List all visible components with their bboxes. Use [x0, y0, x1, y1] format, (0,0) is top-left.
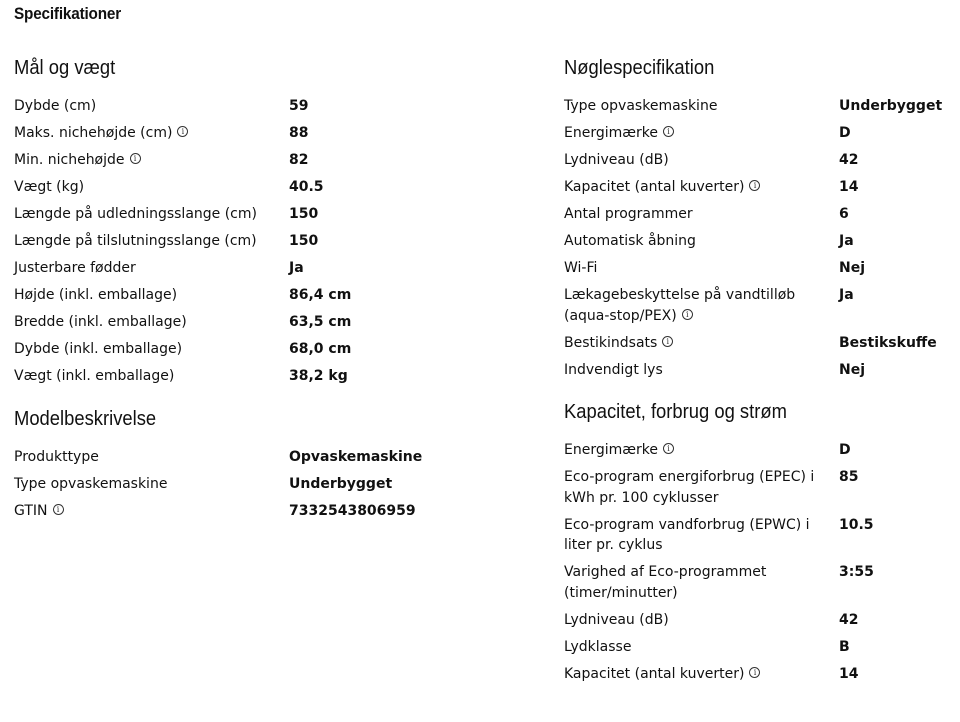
info-icon[interactable]: i [662, 336, 673, 347]
spec-row [14, 204, 534, 225]
spec-row [14, 501, 534, 522]
spec-label-text: Længde på tilslutningsslange (cm) [14, 233, 257, 249]
spec-label-text: Antal programmer [564, 206, 693, 222]
spec-value: 68,0 cm [289, 341, 352, 357]
spec-label [14, 366, 289, 387]
spec-row [14, 285, 534, 306]
info-icon[interactable]: i [663, 443, 674, 454]
spec-label [14, 96, 289, 117]
spec-value: 86,4 cm [289, 287, 352, 303]
spec-value: 82 [289, 152, 309, 168]
left-column [14, 56, 534, 528]
spec-row [14, 96, 534, 117]
spec-label-text: Type opvaskemaskine [14, 475, 168, 492]
spec-label [564, 467, 839, 508]
spec-label-text: Dybde (cm) [14, 98, 97, 114]
spec-value: 150 [289, 206, 319, 222]
spec-row [564, 96, 954, 117]
spec-label-text: Kapacitet (antal kuverter) [564, 665, 745, 682]
spec-label-text: Energimærke [564, 442, 658, 458]
spec-row [14, 150, 534, 171]
section-title: Nøglespecifikation [564, 57, 715, 79]
spec-label [14, 150, 289, 171]
spec-value: 88 [289, 125, 309, 141]
spec-value: Underbygget [839, 98, 943, 114]
spec-row [564, 360, 954, 381]
spec-value: 85 [839, 469, 859, 485]
spec-label [14, 204, 289, 225]
spec-value: 59 [289, 98, 309, 114]
spec-label [564, 204, 839, 225]
spec-label [14, 312, 289, 333]
spec-label-text: Lydklasse [564, 638, 632, 655]
info-icon[interactable]: i [177, 126, 188, 137]
spec-label [14, 177, 289, 198]
spec-row [564, 440, 954, 461]
spec-list [564, 440, 954, 684]
spec-label-text: Produkttype [14, 448, 99, 465]
spec-label [564, 150, 839, 171]
section-model [14, 407, 534, 522]
spec-label [564, 360, 839, 381]
spec-row [14, 312, 534, 333]
spec-label [14, 231, 289, 252]
spec-value: 63,5 cm [289, 314, 352, 330]
spec-value: 38,2 kg [289, 368, 348, 384]
section-key-specs [564, 56, 954, 380]
spec-label-text: Eco-program vandforbrug (EPWC) i liter pr. cyklus [564, 516, 810, 553]
spec-value: 14 [839, 665, 859, 682]
spec-row [564, 177, 954, 198]
spec-row [14, 231, 534, 252]
spec-label [564, 96, 839, 117]
spec-label [564, 258, 839, 279]
spec-label-text: Højde (inkl. emballage) [14, 287, 178, 303]
spec-label-text: Kapacitet (antal kuverter) [564, 179, 745, 195]
spec-list [14, 96, 534, 387]
spec-row [564, 637, 954, 658]
spec-value: 150 [289, 233, 319, 249]
spec-label-text: GTIN [14, 502, 48, 519]
spec-value: Ja [839, 287, 854, 303]
spec-row [14, 339, 534, 360]
spec-label-text: Wi-Fi [564, 260, 598, 276]
spec-label-text: Bestikindsats [564, 334, 658, 351]
spec-row [14, 366, 534, 387]
spec-row [14, 123, 534, 144]
spec-row [564, 562, 954, 603]
spec-row [564, 123, 954, 144]
spec-label [564, 610, 839, 631]
spec-label [14, 474, 289, 495]
spec-value: Ja [839, 233, 854, 249]
spec-label-text: Justerbare fødder [14, 260, 136, 276]
spec-row [564, 610, 954, 631]
spec-value: 14 [839, 179, 859, 195]
spec-label [564, 440, 839, 461]
spec-value: Underbygget [289, 475, 393, 492]
spec-label-text: Vægt (kg) [14, 179, 85, 195]
spec-row [564, 285, 954, 326]
spec-value: Opvaskemaskine [289, 448, 423, 465]
info-icon[interactable]: i [749, 667, 760, 678]
section-title: Mål og vægt [14, 57, 116, 79]
section-title: Modelbeskrivelse [14, 407, 157, 430]
info-icon[interactable]: i [663, 126, 674, 137]
spec-row [14, 474, 534, 495]
spec-label-text: Bredde (inkl. emballage) [14, 314, 187, 330]
spec-label-text: Type opvaskemaskine [564, 98, 718, 114]
spec-label-text: Energimærke [564, 125, 658, 141]
spec-value: Bestikskuffe [839, 334, 937, 351]
spec-label [14, 123, 289, 144]
spec-value: 40.5 [289, 179, 324, 195]
spec-label [14, 258, 289, 279]
spec-value: B [839, 638, 850, 655]
spec-label-text: Varighed af Eco-programmet (timer/minutter) [564, 564, 767, 601]
spec-row [564, 664, 954, 685]
spec-value: 3:55 [839, 564, 874, 580]
spec-label [14, 447, 289, 468]
spec-row [564, 150, 954, 171]
spec-row [564, 515, 954, 556]
spec-label-text: Lydniveau (dB) [564, 152, 669, 168]
right-column [564, 56, 954, 691]
spec-label-text: Længde på udledningsslange (cm) [14, 206, 257, 222]
spec-row [14, 177, 534, 198]
spec-label [14, 501, 289, 522]
spec-label [564, 123, 839, 144]
spec-label-text: Min. nichehøjde [14, 152, 125, 168]
section-title: Kapacitet, forbrug og strøm [564, 401, 787, 423]
spec-value: D [839, 125, 851, 141]
spec-value: 42 [839, 611, 859, 628]
info-icon[interactable]: i [749, 180, 760, 191]
section-capacity [564, 400, 954, 684]
spec-row [14, 258, 534, 279]
spec-label-text: Maks. nichehøjde (cm) [14, 125, 173, 141]
spec-label [564, 637, 839, 658]
spec-row [564, 258, 954, 279]
spec-label-text: Lydniveau (dB) [564, 611, 669, 628]
spec-label-text: Automatisk åbning [564, 233, 696, 249]
spec-row [564, 231, 954, 252]
spec-value: 6 [839, 206, 849, 222]
spec-label [564, 562, 839, 603]
spec-row [14, 447, 534, 468]
spec-value: 10.5 [839, 516, 874, 533]
spec-label [564, 333, 839, 354]
spec-label-text: Dybde (inkl. emballage) [14, 341, 183, 357]
spec-label-text: Vægt (inkl. emballage) [14, 368, 175, 384]
spec-label-text: Eco-program energiforbrug (EPEC) i kWh pr. 100 cyklusser [564, 469, 815, 506]
spec-label-text: Lækagebeskyttelse på vandtilløb (aqua-stop/PEX) [564, 287, 796, 324]
spec-label [564, 231, 839, 252]
spec-value: D [839, 442, 851, 458]
spec-label [14, 339, 289, 360]
spec-label [564, 515, 839, 556]
spec-value: 42 [839, 152, 859, 168]
info-icon[interactable]: i [130, 153, 141, 164]
spec-value: Ja [289, 260, 304, 276]
info-icon[interactable]: i [53, 504, 64, 515]
spec-label [564, 285, 839, 326]
spec-label-text: Indvendigt lys [564, 361, 663, 378]
info-icon[interactable]: i [682, 309, 693, 320]
spec-value: Nej [839, 361, 866, 378]
spec-row [564, 333, 954, 354]
spec-list [14, 447, 534, 522]
spec-label [564, 664, 839, 685]
spec-label [14, 285, 289, 306]
spec-list [564, 96, 954, 380]
spec-value: Nej [839, 260, 866, 276]
spec-value: 7332543806959 [289, 502, 416, 519]
spec-row [564, 467, 954, 508]
page-title: Specifikationer [14, 4, 121, 23]
section-dimensions [14, 56, 534, 387]
spec-row [564, 204, 954, 225]
spec-label [564, 177, 839, 198]
